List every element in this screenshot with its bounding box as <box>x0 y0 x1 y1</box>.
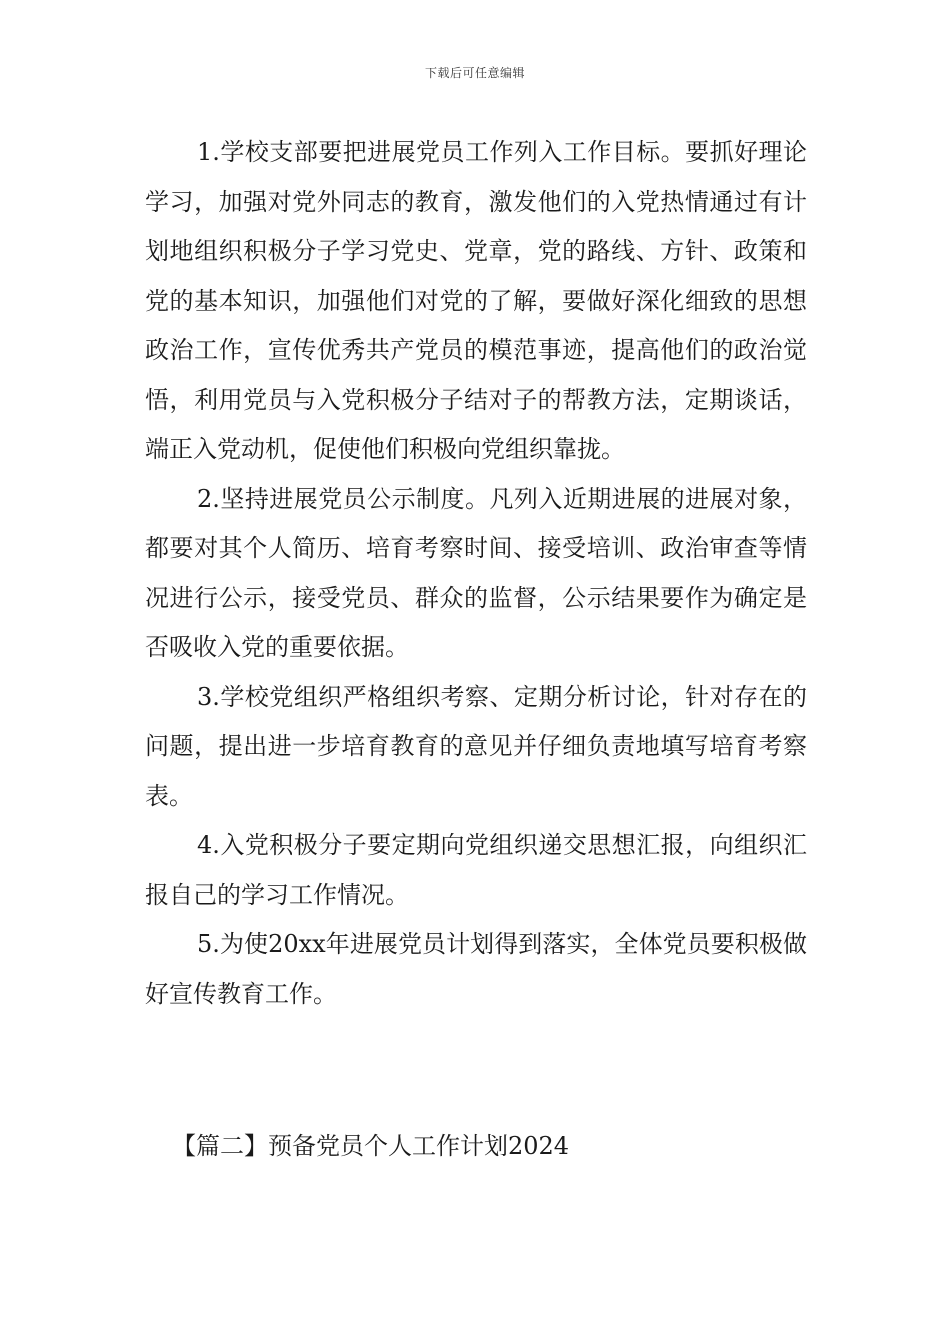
section-title: 【篇二】预备党员个人工作计划2024 <box>172 1132 570 1160</box>
paragraph-3: 3.学校党组织严格组织考察、定期分析讨论，针对存在的问题，提出进一步培育教育的意见并仔细负责地填写培育考察表。 <box>145 682 807 810</box>
paragraph-4: 4.入党积极分子要定期向党组织递交思想汇报，向组织汇报自己的学习工作情况。 <box>145 831 807 909</box>
document-body <box>145 128 807 1019</box>
page-header-note: 下载后可任意编辑 <box>424 66 525 80</box>
paragraph-5: 5.为使20xx年进展党员计划得到落实，全体党员要积极做好宣传教育工作。 <box>145 930 807 1008</box>
paragraph-1: 1.学校支部要把进展党员工作列入工作目标。要抓好理论学习，加强对党外同志的教育，激发他们的入党热情通过有计划地组织积极分子学习党史、党章，党的路线、方针、政策和党的基本知识，加强他们对党的了解，要做好深化细致的思想政治工作，宣传优秀共产党员的模范事迹，提高他们的政治觉悟，利用党员与入党积极分子结对子的帮教方法，定期谈话，端正入党动机，促使他们积极向党组织靠拢。 <box>145 138 807 463</box>
paragraph-2: 2.坚持进展党员公示制度。凡列入近期进展的进展对象，都要对其个人简历、培育考察时间、接受培训、政治审查等情况进行公示，接受党员、群众的监督，公示结果要作为确定是否吸收入党的重要依据。 <box>145 484 807 661</box>
